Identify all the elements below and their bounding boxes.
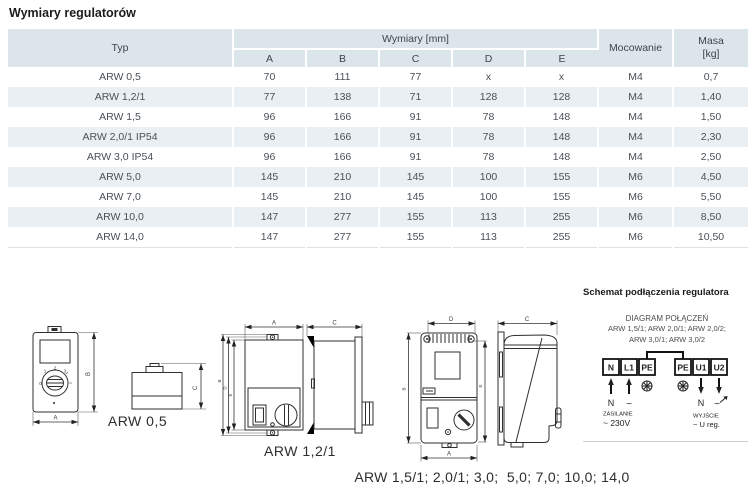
knob-digit: 1 (43, 368, 47, 374)
col-header-c: C (379, 49, 452, 67)
cell-moc: M4 (598, 87, 673, 107)
col-header-e: E (525, 49, 598, 67)
table-row (8, 87, 748, 107)
cell-d: 78 (452, 127, 525, 147)
schematic-models (583, 324, 750, 346)
cell-moc: M6 (598, 187, 673, 207)
table-row (8, 187, 748, 207)
arw05-label: ARW 0,5 (107, 413, 168, 429)
svg-text:B: B (217, 379, 222, 383)
cell-a: 145 (233, 167, 306, 187)
pe-bridge-wire (647, 352, 683, 359)
knob-digit: 2 (53, 365, 57, 371)
terminal-diagram (587, 349, 747, 433)
cell-typ: ARW 0,5 (8, 67, 233, 87)
cell-masa: 1,50 (700, 111, 722, 123)
arw05-dim-b (78, 333, 98, 413)
supply-labels (603, 398, 633, 428)
cell-e: 155 (525, 167, 598, 187)
cell-b: 166 (306, 147, 379, 167)
supply-arrows (608, 378, 632, 394)
cell-a: 145 (233, 187, 306, 207)
large-dim-e (472, 341, 487, 442)
arw121-technical-drawing (215, 315, 380, 460)
output-arrows (698, 378, 722, 394)
arw05-front-view (33, 327, 78, 413)
svg-text:B: B (86, 371, 92, 377)
cell-moc: M4 (598, 127, 673, 147)
table-row (8, 227, 748, 248)
cell-c: 145 (379, 167, 452, 187)
large-front-view (421, 333, 477, 448)
cell-b: 210 (306, 167, 379, 187)
masa-line2: [kg] (702, 48, 720, 60)
schematic-title: Schemat podłączenia regulatora (583, 287, 729, 298)
cell-b: 166 (306, 107, 379, 127)
large-dim-b (402, 333, 422, 443)
col-header-mocowanie: Mocowanie (598, 29, 673, 67)
cell-a: 96 (233, 147, 306, 167)
arw121-label: ARW 1,2/1 (264, 443, 336, 459)
svg-text:WYJŚCIE: WYJŚCIE (693, 413, 719, 420)
col-header-typ: Typ (8, 29, 233, 67)
cell-d: 113 (452, 207, 525, 227)
cell-a: 147 (233, 227, 306, 248)
cell-d: 100 (452, 167, 525, 187)
output-labels (693, 396, 728, 429)
svg-text:D: D (222, 386, 228, 390)
cell-masa: 1,40 (673, 87, 748, 107)
svg-text:~: ~ (714, 398, 720, 410)
cell-masa: 0,7 (703, 71, 719, 83)
cell-c: 155 (379, 207, 452, 227)
cell-typ: ARW 2,0/1 IP54 (8, 127, 233, 147)
svg-text:E: E (478, 384, 483, 388)
cell-c: 91 (379, 147, 452, 167)
cell-e: 128 (525, 87, 598, 107)
cell-masa: 2,30 (673, 127, 748, 147)
cell-d: 78 (452, 147, 525, 167)
cell-typ: ARW 10,0 (8, 207, 233, 227)
arw121-dims-bde (217, 335, 267, 436)
cell-d: 128 (452, 87, 525, 107)
cell-b: 210 (306, 187, 379, 207)
cell-typ: ARW 7,0 (8, 187, 233, 207)
cell-e: 148 (525, 107, 598, 127)
cell-masa: 4,50 (673, 167, 748, 187)
svg-text:ZASILANIE: ZASILANIE (603, 411, 633, 418)
cell-typ: ARW 1,5 (8, 107, 233, 127)
cell-a: 77 (233, 87, 306, 107)
schematic-heading: DIAGRAM POŁĄCZEŃ (625, 314, 709, 323)
svg-text:U2: U2 (713, 362, 725, 373)
svg-text:B: B (401, 387, 407, 391)
svg-text:A: A (446, 451, 452, 458)
cell-masa: 8,50 (673, 207, 748, 227)
arw05-dim-a (33, 412, 78, 426)
earth-symbol (642, 381, 652, 391)
table-row (8, 67, 748, 87)
cell-masa: 5,50 (700, 191, 722, 203)
cell-moc: M6 (598, 227, 673, 248)
col-header-wymiary: Wymiary [mm] (233, 29, 598, 49)
cell-typ: ARW 3,0 IP54 (8, 147, 233, 167)
cell-b: 111 (306, 67, 379, 87)
arw05-side-view (132, 364, 182, 410)
svg-text:PE: PE (641, 362, 653, 373)
cell-masa: 10,50 (697, 231, 725, 243)
arw-large-technical-drawing (400, 312, 585, 470)
svg-text:~ U reg.: ~ U reg. (693, 419, 720, 429)
cell-a: 96 (233, 107, 306, 127)
svg-text:A: A (271, 320, 277, 327)
cell-e: 148 (525, 147, 598, 167)
svg-text:N: N (607, 362, 615, 373)
schematic-models-line1: ARW 1,5/1; ARW 2,0/1; ARW 2,0/2; (608, 324, 726, 334)
page-title: Wymiary regulatorów (9, 6, 136, 20)
cell-a: 147 (233, 207, 306, 227)
arw05-dim-c (161, 364, 206, 410)
cell-b: 166 (306, 127, 379, 147)
svg-text:L1: L1 (624, 362, 634, 373)
section-divider (583, 441, 748, 442)
cell-d: 100 (452, 187, 525, 207)
cell-a: 96 (233, 127, 306, 147)
svg-text:PE: PE (677, 362, 689, 373)
knob-digit: 0 (39, 381, 42, 386)
cell-d: 113 (452, 227, 525, 248)
cell-c: 145 (379, 187, 452, 207)
cell-c: 71 (379, 87, 452, 107)
col-header-b: B (306, 49, 379, 67)
arw121-dim-c (307, 321, 362, 338)
svg-text:E: E (228, 393, 234, 397)
svg-text:A: A (53, 415, 58, 422)
cell-c: 91 (379, 127, 452, 147)
cell-masa: 2,50 (700, 151, 722, 163)
svg-text:C: C (193, 385, 199, 391)
table-row (8, 207, 748, 227)
cell-c: 155 (379, 227, 452, 248)
earth-symbol (678, 381, 688, 391)
cell-moc: M4 (598, 67, 673, 87)
col-header-masa (673, 29, 748, 67)
masa-line1: Masa (698, 34, 724, 47)
cell-b: 138 (306, 87, 379, 107)
cell-b: 277 (306, 227, 379, 248)
table-row (8, 167, 748, 187)
knob-digit: 3 (63, 368, 67, 374)
large-side-view (498, 332, 561, 447)
cell-moc: M4 (598, 107, 673, 127)
cell-typ: ARW 1,2/1 (8, 87, 233, 107)
arw121-side-view (307, 336, 373, 434)
svg-text:D: D (448, 317, 454, 323)
cell-e: 155 (525, 187, 598, 207)
cell-c: 91 (379, 107, 452, 127)
cell-typ: ARW 5,0 (8, 167, 233, 187)
col-header-d: D (452, 49, 525, 67)
table-row (8, 107, 748, 127)
cell-e: 255 (525, 207, 598, 227)
terminal-blocks (603, 359, 727, 375)
cell-d: x (452, 67, 525, 87)
svg-text:N: N (697, 397, 705, 408)
dimensions-table (8, 29, 748, 248)
cell-c: 77 (379, 67, 452, 87)
svg-text:C: C (524, 317, 530, 323)
svg-text:~: ~ (626, 398, 632, 410)
svg-text:C: C (332, 320, 337, 327)
large-dim-c (498, 317, 557, 335)
arw121-front-view (245, 335, 303, 436)
svg-text:U1: U1 (695, 362, 707, 373)
col-header-a: A (233, 49, 306, 67)
cell-b: 277 (306, 207, 379, 227)
arw-large-caption: ARW 1,5/1; 2,0/1; 3,0; 5,0; 7,0; 10,0; 14,0 (354, 469, 630, 485)
table-row (8, 147, 748, 167)
svg-text:~ 230V: ~ 230V (603, 417, 631, 428)
cell-d: 78 (452, 107, 525, 127)
svg-text:N: N (607, 397, 615, 408)
cell-e: x (525, 67, 598, 87)
large-dim-d (428, 317, 475, 333)
cell-typ: ARW 14,0 (8, 227, 233, 248)
cell-a: 70 (233, 67, 306, 87)
wiring-schematic (583, 287, 750, 433)
cell-e: 148 (525, 127, 598, 147)
cell-e: 255 (525, 227, 598, 248)
table-row (8, 127, 748, 147)
cell-moc: M4 (598, 147, 673, 167)
cell-moc: M6 (598, 207, 673, 227)
schematic-models-line2: ARW 3,0/1; ARW 3,0/2 (628, 335, 705, 345)
cell-moc: M6 (598, 167, 673, 187)
